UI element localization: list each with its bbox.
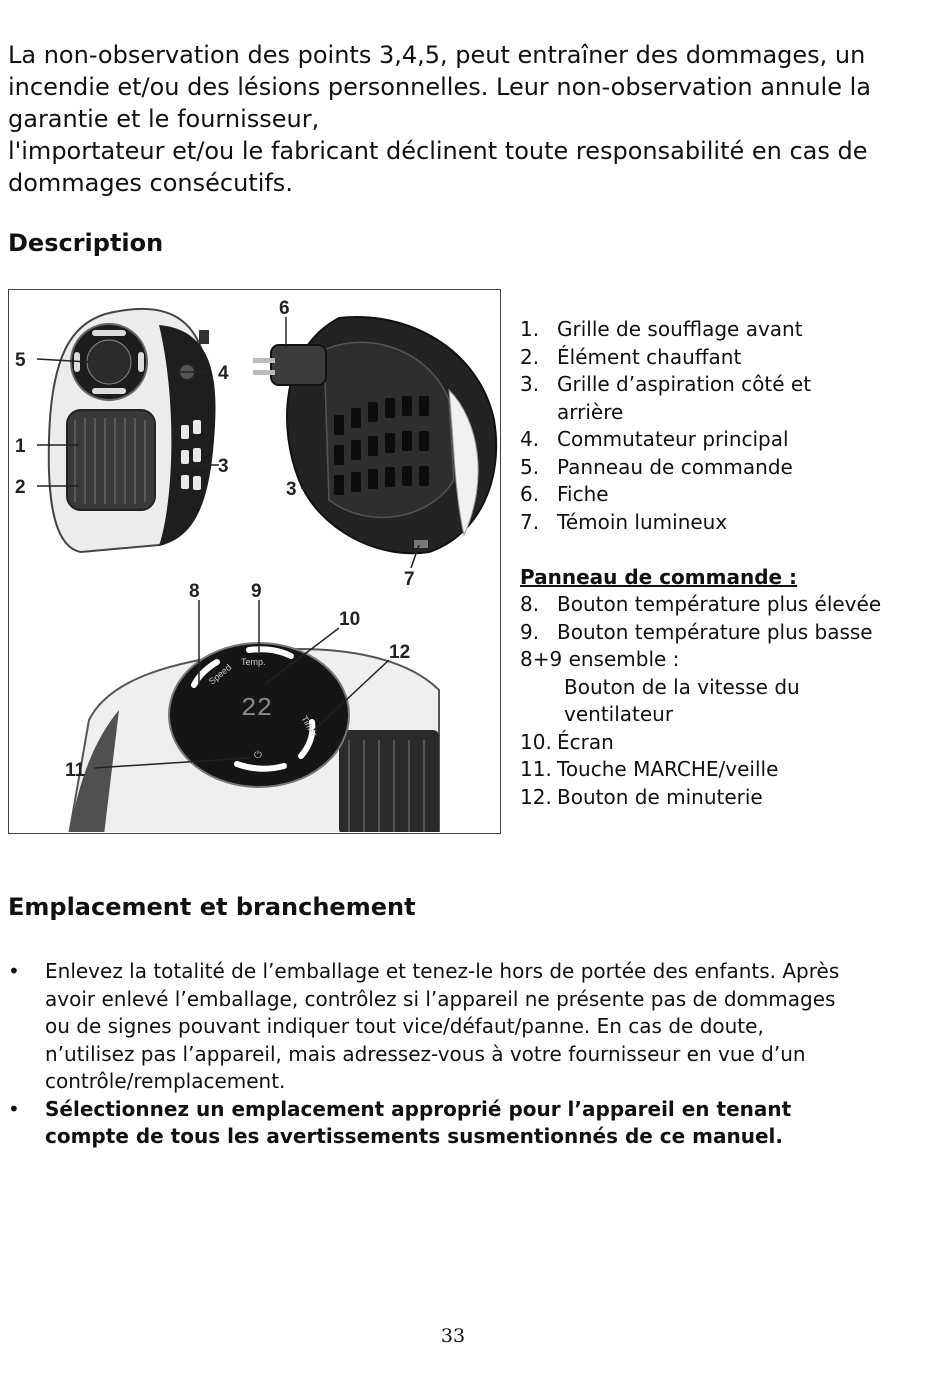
item-number: 1. [520,317,540,341]
heater-illustration [8,289,501,834]
bullet-list [8,958,888,1151]
bullet-line: contrôle/remplacement. [45,1069,286,1093]
panel-timer-text: Timer [299,714,320,739]
figure-label: 2 [15,477,26,498]
item-number: 5. [520,454,540,479]
list-item [520,344,940,372]
item-number: 2. [520,344,540,369]
intro-line: l'importateur et/ou le fabricant déclinent toute responsabilité en cas de [8,137,868,165]
bullet-text [45,1096,791,1151]
bullet-item [8,958,888,1096]
bullet-line: compte de tous les avertissements susmentionnés de ce manuel. [45,1124,784,1148]
item-text: arrière [557,399,624,424]
heater-panel-closeup [69,643,439,832]
figure-label: 3 [286,479,297,500]
item-number: 8. [520,592,540,616]
spacer [520,536,940,564]
item-number: 11. [520,757,552,781]
list-item [520,784,940,812]
figure-label: 3 [218,456,229,477]
figure-label: 5 [15,350,26,371]
panel-speed-text: Speed [206,662,234,687]
item-number: 10. [520,729,552,754]
item-text: Touche MARCHE/veille [557,757,779,781]
description-heading: Description [8,229,164,257]
bullet-line: Sélectionnez un emplacement approprié pour l’appareil en tenant [45,1096,792,1121]
item-text: Témoin lumineux [557,509,728,534]
list-item [520,371,940,399]
placement-bullets [8,958,888,1151]
page-number: 33 [440,1325,466,1347]
combo-description: ventilateur [564,702,674,726]
parts-legend [520,316,940,811]
item-text: Grille de soufflage avant [557,317,803,341]
control-panel-heading: Panneau de commande : [520,564,798,589]
list-item [520,591,940,619]
heater-front-view [49,309,216,552]
figure-label: 1 [15,436,26,457]
list-item [520,316,940,344]
item-number: 4. [520,427,540,451]
svg-text:22: 22 [241,693,273,723]
figure-label: 12 [389,642,411,663]
list-item [520,481,940,509]
figure-label: 8 [189,581,200,602]
controls-list [520,591,940,646]
figure-label: 9 [251,581,262,602]
intro-line: La non-observation des points 3,4,5, peut entraîner des dommages, un [8,41,866,69]
item-number: 6. [520,482,540,506]
bullet-symbol: • [8,959,20,983]
item-text: Fiche [557,482,609,506]
item-number [520,399,557,427]
list-item [520,426,940,454]
item-text: Grille d’aspiration côté et [557,372,812,396]
bullet-line: n’utilisez pas l’appareil, mais adressez-vous à votre fournisseur en vue d’un [45,1041,806,1066]
list-item [520,509,940,537]
figure-label: 6 [279,298,290,319]
list-item [520,729,940,757]
heater-back-view [253,317,496,553]
item-text: Bouton de minuterie [557,784,763,809]
item-number: 7. [520,509,540,534]
intro-line: dommages consécutifs. [8,169,293,197]
item-text: Commutateur principal [557,427,789,451]
item-text: Bouton température plus basse [557,619,873,644]
intro-line: garantie et le fournisseur, [8,105,320,133]
bullet-line: avoir enlevé l’emballage, contrôlez si l’appareil ne présente pas de dommages [45,986,836,1011]
heater-drawing [9,290,499,832]
bullet-line: Enlevez la totalité de l’emballage et tenez-le hors de portée des enfants. Après [45,959,840,983]
item-text: Écran [557,729,614,754]
bullet-line: ou de signes pouvant indiquer tout vice/défaut/panne. En cas de doute, [45,1014,764,1038]
controls-list-b [520,729,940,812]
panel-temp-text: Temp. [241,657,266,667]
combo-line: 8+9 ensemble : [520,647,680,671]
bullet-item [8,1096,888,1151]
item-number: 12. [520,784,552,809]
item-text: Élément chauffant [557,344,742,369]
intro-warning [8,39,908,199]
bullet-symbol: • [8,1096,20,1121]
bullet-text [45,958,839,1096]
svg-text:⏻: ⏻ [254,750,262,761]
parts-list [520,316,940,536]
item-number: 3. [520,372,540,396]
list-item [520,756,940,784]
item-number: 9. [520,619,540,644]
figure-label: 4 [218,363,229,384]
placement-heading: Emplacement et branchement [8,893,416,921]
item-text: Panneau de commande [557,454,793,479]
intro-line: incendie et/ou des lésions personnelles. Leur non-observation annule la [8,73,871,101]
list-item [520,619,940,647]
list-item [520,454,940,482]
figure-label: 11 [65,760,86,781]
item-text: Bouton température plus élevée [557,592,882,616]
combo-description: Bouton de la vitesse du [564,674,800,699]
list-item [520,399,940,427]
figure-label: 10 [339,609,361,630]
figure-label: 7 [404,569,415,590]
